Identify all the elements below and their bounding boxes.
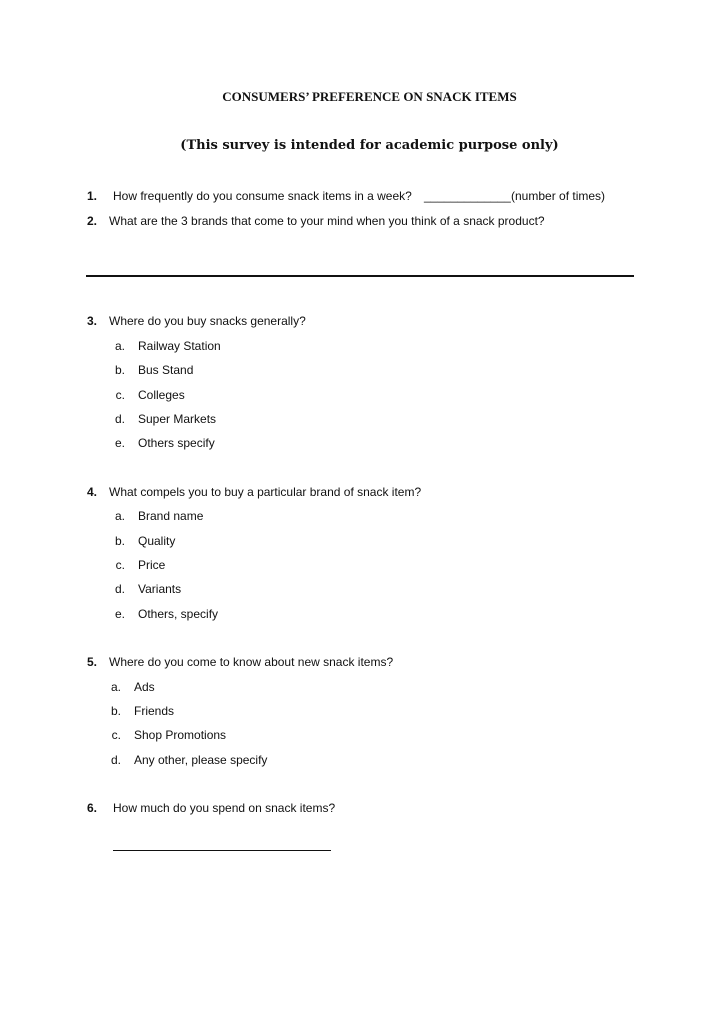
survey-title: CONSUMERS’ PREFERENCE ON SNACK ITEMS bbox=[222, 89, 517, 104]
question-4-text: What compels you to buy a particular brand of snack item? bbox=[109, 485, 422, 499]
question-6-answer-line[interactable] bbox=[113, 850, 331, 851]
question-1-text: How frequently do you consume snack items in a week? bbox=[113, 189, 412, 203]
option-letter: e. bbox=[114, 436, 125, 450]
question-3-text: Where do you buy snacks generally? bbox=[109, 314, 306, 328]
option-railway-station[interactable]: Railway Station bbox=[138, 339, 221, 353]
option-others-specify[interactable]: Others, specify bbox=[138, 607, 219, 621]
question-2-text: What are the 3 brands that come to your mind when you think of a snack product? bbox=[109, 214, 545, 228]
option-letter: c. bbox=[115, 558, 125, 572]
option-letter: a. bbox=[114, 509, 125, 523]
option-letter: a. bbox=[110, 680, 121, 694]
question-2-answer-line[interactable] bbox=[86, 275, 634, 277]
question-6-text: How much do you spend on snack items? bbox=[113, 801, 336, 815]
option-letter: d. bbox=[114, 582, 125, 596]
option-brand-name[interactable]: Brand name bbox=[138, 509, 204, 523]
question-1-number: 1. bbox=[87, 189, 98, 203]
option-price[interactable]: Price bbox=[138, 558, 166, 572]
option-ads[interactable]: Ads bbox=[134, 680, 155, 694]
option-letter: d. bbox=[110, 753, 121, 767]
option-letter: b. bbox=[110, 704, 121, 718]
option-shop-promotions[interactable]: Shop Promotions bbox=[134, 728, 227, 742]
option-letter: b. bbox=[114, 534, 125, 548]
question-5-number: 5. bbox=[87, 655, 98, 669]
question-3-number: 3. bbox=[87, 314, 98, 328]
option-any-other[interactable]: Any other, please specify bbox=[134, 753, 268, 767]
option-letter: c. bbox=[111, 728, 121, 742]
option-letter: c. bbox=[115, 388, 125, 402]
question-2-number: 2. bbox=[87, 214, 98, 228]
survey-subtitle: (This survey is intended for academic purpose only) bbox=[180, 138, 559, 153]
option-letter: d. bbox=[114, 412, 125, 426]
question-1-answer-blank[interactable]: _____________ bbox=[424, 189, 511, 203]
question-5-text: Where do you come to know about new snack items? bbox=[109, 655, 394, 669]
question-1-suffix: (number of times) bbox=[511, 189, 606, 203]
option-letter: a. bbox=[114, 339, 125, 353]
option-quality[interactable]: Quality bbox=[138, 534, 176, 548]
option-colleges[interactable]: Colleges bbox=[138, 388, 185, 402]
option-letter: b. bbox=[114, 363, 125, 377]
question-6-number: 6. bbox=[87, 801, 98, 815]
question-4-number: 4. bbox=[87, 485, 98, 499]
option-friends[interactable]: Friends bbox=[134, 704, 175, 718]
option-bus-stand[interactable]: Bus Stand bbox=[138, 363, 194, 377]
option-super-markets[interactable]: Super Markets bbox=[138, 412, 217, 426]
option-variants[interactable]: Variants bbox=[138, 582, 182, 596]
option-letter: e. bbox=[114, 607, 125, 621]
option-others-specify[interactable]: Others specify bbox=[138, 436, 215, 450]
